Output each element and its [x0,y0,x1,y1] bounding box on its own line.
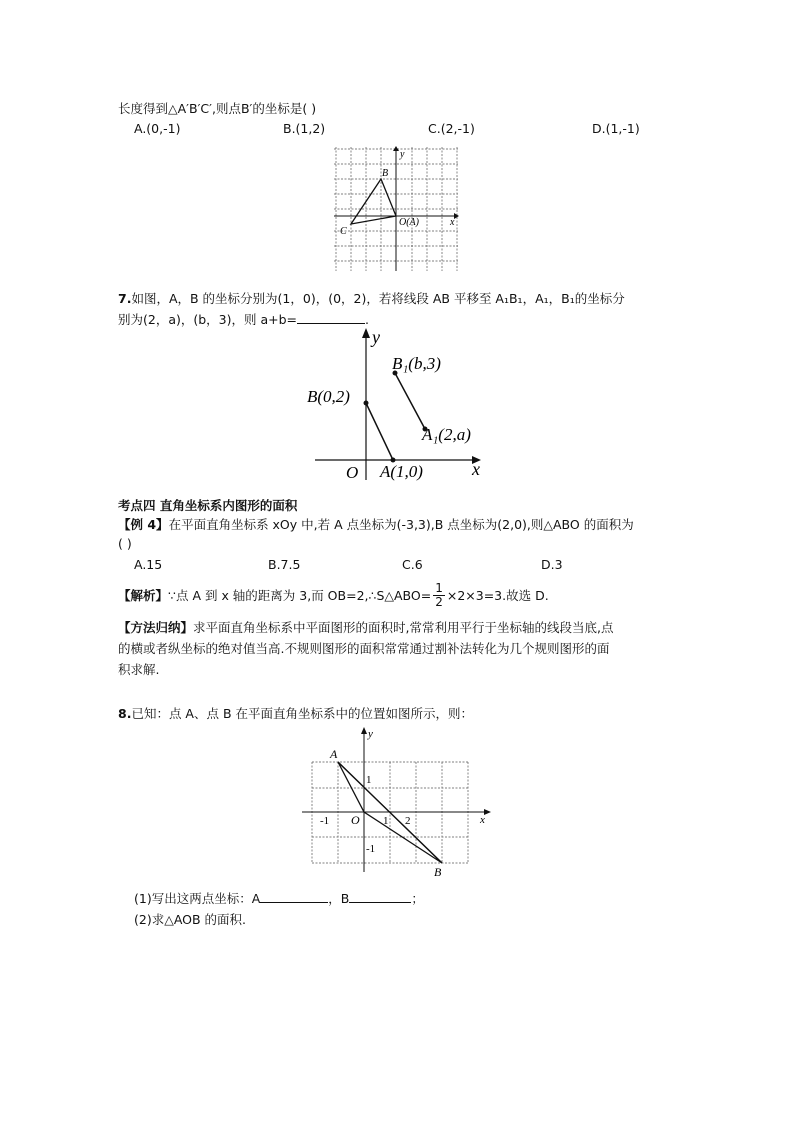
q7-number: 7. [118,291,132,306]
q7-label-x: x [472,459,480,479]
analysis-tag: 【解析】 [118,588,169,603]
q6-triangle [351,179,396,224]
ex4-text-1: 在平面直角坐标系 xOy 中,若 A 点坐标为(-3,3),B 点坐标为(2,0),则△ABO 的面积为 [168,517,634,532]
ex4-line1 [118,515,634,533]
q7-y-arrow [362,328,370,338]
q7-answer-blank[interactable] [297,311,365,324]
q6-label-c: C [340,226,347,237]
analysis-post: ×2×3=3.故选 D. [446,588,549,603]
ex4-option-d: D.3 [541,557,563,572]
q6-x-arrow [454,213,459,219]
q7-text-2: 别为(2，a)，(b，3)，则 a+b= [118,312,298,327]
q7-label-o: O [346,463,359,482]
q7-text-1: 如图，A，B 的坐标分别为(1，0)，(0，2)，若将线段 AB 平移至 A₁B₁，A₁，B₁的坐标分 [131,291,625,306]
q8-tick-y-1: 1 [366,774,372,786]
q6-y-arrow [393,146,399,151]
q8-answer-b-blank[interactable] [349,890,411,903]
q6-label-y: y [400,149,405,160]
method-line1 [118,618,613,636]
fraction-numerator: 1 [435,580,443,595]
q8-sub1-mid: ，B [328,891,350,906]
q8-tick-y-neg1: -1 [366,843,376,855]
q7-line2: 别为(2，a)，(b，3)，则 a+b= . [118,312,370,327]
ex4-line2: ( ) [118,536,132,551]
q8-sub1 [134,889,424,907]
q6-label-b: B [382,168,389,179]
q8-tick-x-1: 1 [383,815,389,827]
q6-option-d: D.(1,-1) [592,121,640,136]
q8-stem-text: 已知：点 A、点 B 在平面直角坐标系中的位置如图所示，则： [131,706,474,721]
q8-sub2: (2)求△AOB 的面积. [134,912,247,927]
q6-grid-figure [332,145,462,273]
q8-sub1-end: ； [411,891,424,906]
q7-label-y: y [372,327,380,347]
method-text-1: 求平面直角坐标系中平面图形的面积时,常常利用平行于坐标轴的线段当底,点 [193,620,614,635]
ex4-option-c: C.6 [402,557,423,572]
q8-y-arrow [361,727,367,734]
method-line3: 积求解. [118,662,160,677]
q8-label-a: A [330,747,338,761]
q8-label-o: O [351,813,360,827]
q7-figure [300,325,500,485]
ex4-option-a: A.15 [134,557,163,572]
q8-tick-x-2: 2 [405,815,411,827]
q8-answer-a-blank[interactable] [260,890,328,903]
q7-label-a1: A₁(2,a) [422,425,471,444]
q8-label-y: y [368,728,373,740]
q8-sub1-pre: (1)写出这两点坐标：A [134,891,261,906]
analysis-line [118,578,549,612]
q7-line1 [118,289,625,307]
q6-option-a: A.(0,-1) [134,121,181,136]
analysis-fraction [433,582,445,609]
q7-label-a: A(1,0) [380,462,423,481]
q6-label-oa: O(A) [399,217,419,228]
q7-point-b [364,401,369,406]
q7-label-b: B(0,2) [307,387,350,406]
analysis-pre: ∵点 A 到 x 轴的距离为 3,而 OB=2,∴S△ABO= [168,588,432,603]
method-line2: 的横或者纵坐标的绝对值当高.不规则图形的面积常常通过割补法转化为几个规则图形的面 [118,641,610,656]
q8-x-arrow [484,809,491,815]
q8-stem [118,704,473,722]
q8-label-x: x [480,814,485,826]
q8-figure [300,724,500,880]
q8-label-b: B [434,865,442,879]
q7-segment-a1b1 [395,373,425,429]
q6-option-c: C.(2,-1) [428,121,475,136]
q7-segment-ab [366,403,393,460]
ex4-tag: 【例 4】 [118,517,169,532]
q6-label-x: x [450,217,455,228]
fraction-denominator: 2 [435,594,443,609]
q8-number: 8. [118,706,132,721]
q6-stem-tail: 长度得到△A′B′C′,则点B′的坐标是( ) [118,101,317,116]
q6-option-b: B.(1,2) [283,121,326,136]
method-tag: 【方法归纳】 [118,620,194,635]
q8-tick-x-neg1: -1 [320,815,330,827]
q7-label-b1: B₁(b,3) [392,354,441,373]
ex4-option-b: B.7.5 [268,557,301,572]
topic4-title: 考点四 直角坐标系内图形的面积 [118,498,298,513]
